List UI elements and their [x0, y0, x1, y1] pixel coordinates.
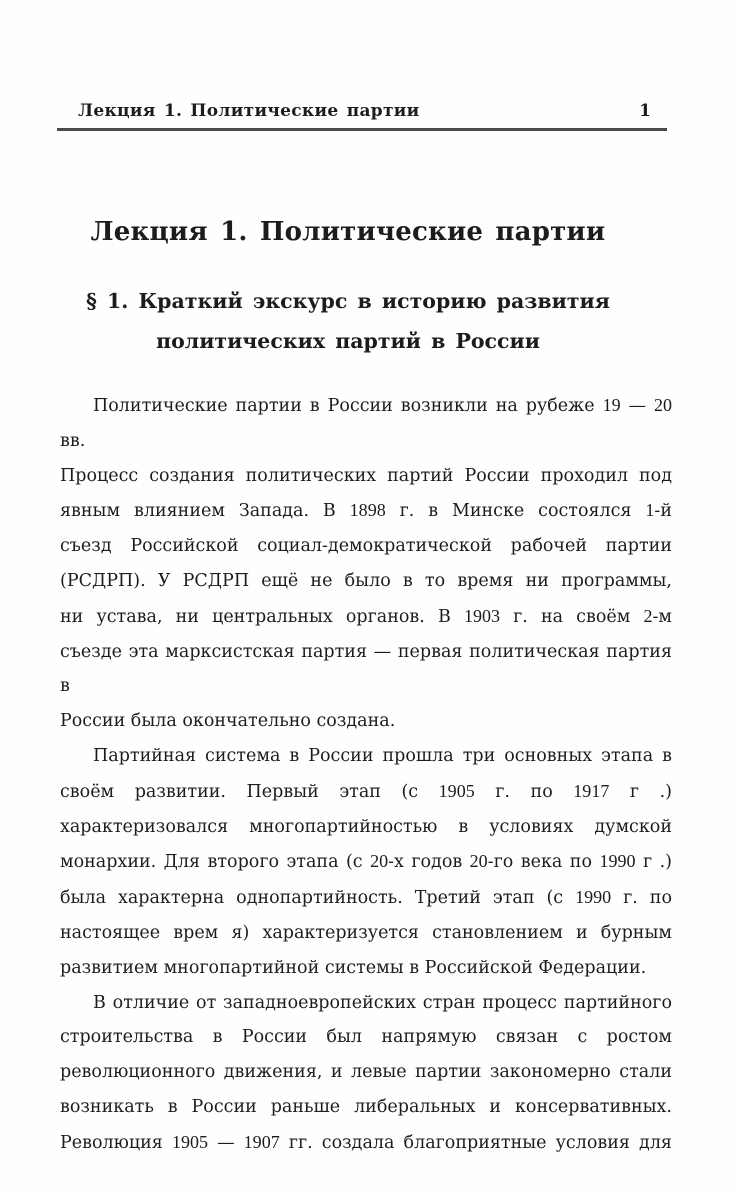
text-line: Партийная система в России прошла три основных этапа в: [93, 745, 672, 766]
text-line: Процесс создания политических партий России проходил под: [60, 465, 672, 486]
text-line: была характерна однопартийность. Третий этап (с 1990 г. по: [60, 887, 672, 909]
running-header: [57, 101, 667, 131]
text-line: возникать в России раньше либеральных и консервативных.: [60, 1096, 672, 1117]
running-header-title: Лекция 1. Политические партии: [78, 101, 420, 121]
text-line: съезде эта марксистская партия — первая политическая партия в: [60, 641, 672, 697]
text-line: своём развитии. Первый этап (с 1905 г. по 1917 г .): [60, 780, 672, 802]
text-line: развитием многопартийной системы в Российской Федерации.: [60, 957, 647, 978]
chapter-title: Лекция 1. Политические партии: [90, 217, 606, 247]
numeral: 1990: [575, 887, 612, 908]
section-heading-line2: политических партий в России: [156, 329, 540, 353]
numeral: 20: [653, 395, 672, 415]
numeral: 2: [643, 605, 653, 626]
numeral: 1990: [599, 851, 636, 872]
text-line: монархии. Для второго этапа (с 20-х годов 20-го века по 1990 г .): [60, 851, 673, 873]
text-line: явным влиянием Запада. В 1898 г. в Минске состоялся 1-й: [60, 500, 672, 522]
numeral: 20: [370, 851, 389, 872]
section-heading-line1: § 1. Краткий экскурс в историю развития: [86, 289, 610, 313]
page-number: 1: [639, 101, 651, 121]
text-line: Политические партии в России возникли на рубеже 19 — 20 вв.: [60, 395, 672, 451]
numeral: 1: [645, 500, 655, 521]
numeral: 1903: [463, 605, 500, 626]
numeral: 1905: [171, 1131, 208, 1152]
text-line: строительства в России был напрямую связан с ростом: [60, 1027, 672, 1048]
text-line: съезд Российской социал-демократической рабочей партии: [60, 536, 672, 557]
numeral: 1905: [438, 780, 475, 801]
text-line: В отличие от западноевропейских стран процесс партийного: [93, 992, 672, 1013]
section-heading: [0, 281, 736, 361]
text-line: (РСДРП). У РСДРП ещё не было в то время ни программы,: [60, 570, 672, 591]
numeral: 19: [602, 395, 621, 415]
text-line: характеризовался многопартийностью в условиях думской: [60, 816, 672, 837]
text-line: Революция 1905 — 1907 гг. создала благоприятные условия для: [60, 1131, 672, 1153]
text-line: настоящее врем я) характеризуется становлением и бурным: [60, 922, 672, 943]
numeral: 1907: [243, 1131, 280, 1152]
numeral: 1917: [573, 780, 610, 801]
text-line: революционного движения, и левые партии закономерно стали: [60, 1062, 672, 1083]
numeral: 20: [469, 851, 488, 872]
text-line: ни устава, ни центральных органов. В 1903 г. на своём 2-м: [60, 605, 672, 627]
body-text: [60, 388, 672, 1161]
numeral: 1898: [349, 500, 386, 521]
text-line: России была окончательно создана.: [60, 711, 396, 732]
